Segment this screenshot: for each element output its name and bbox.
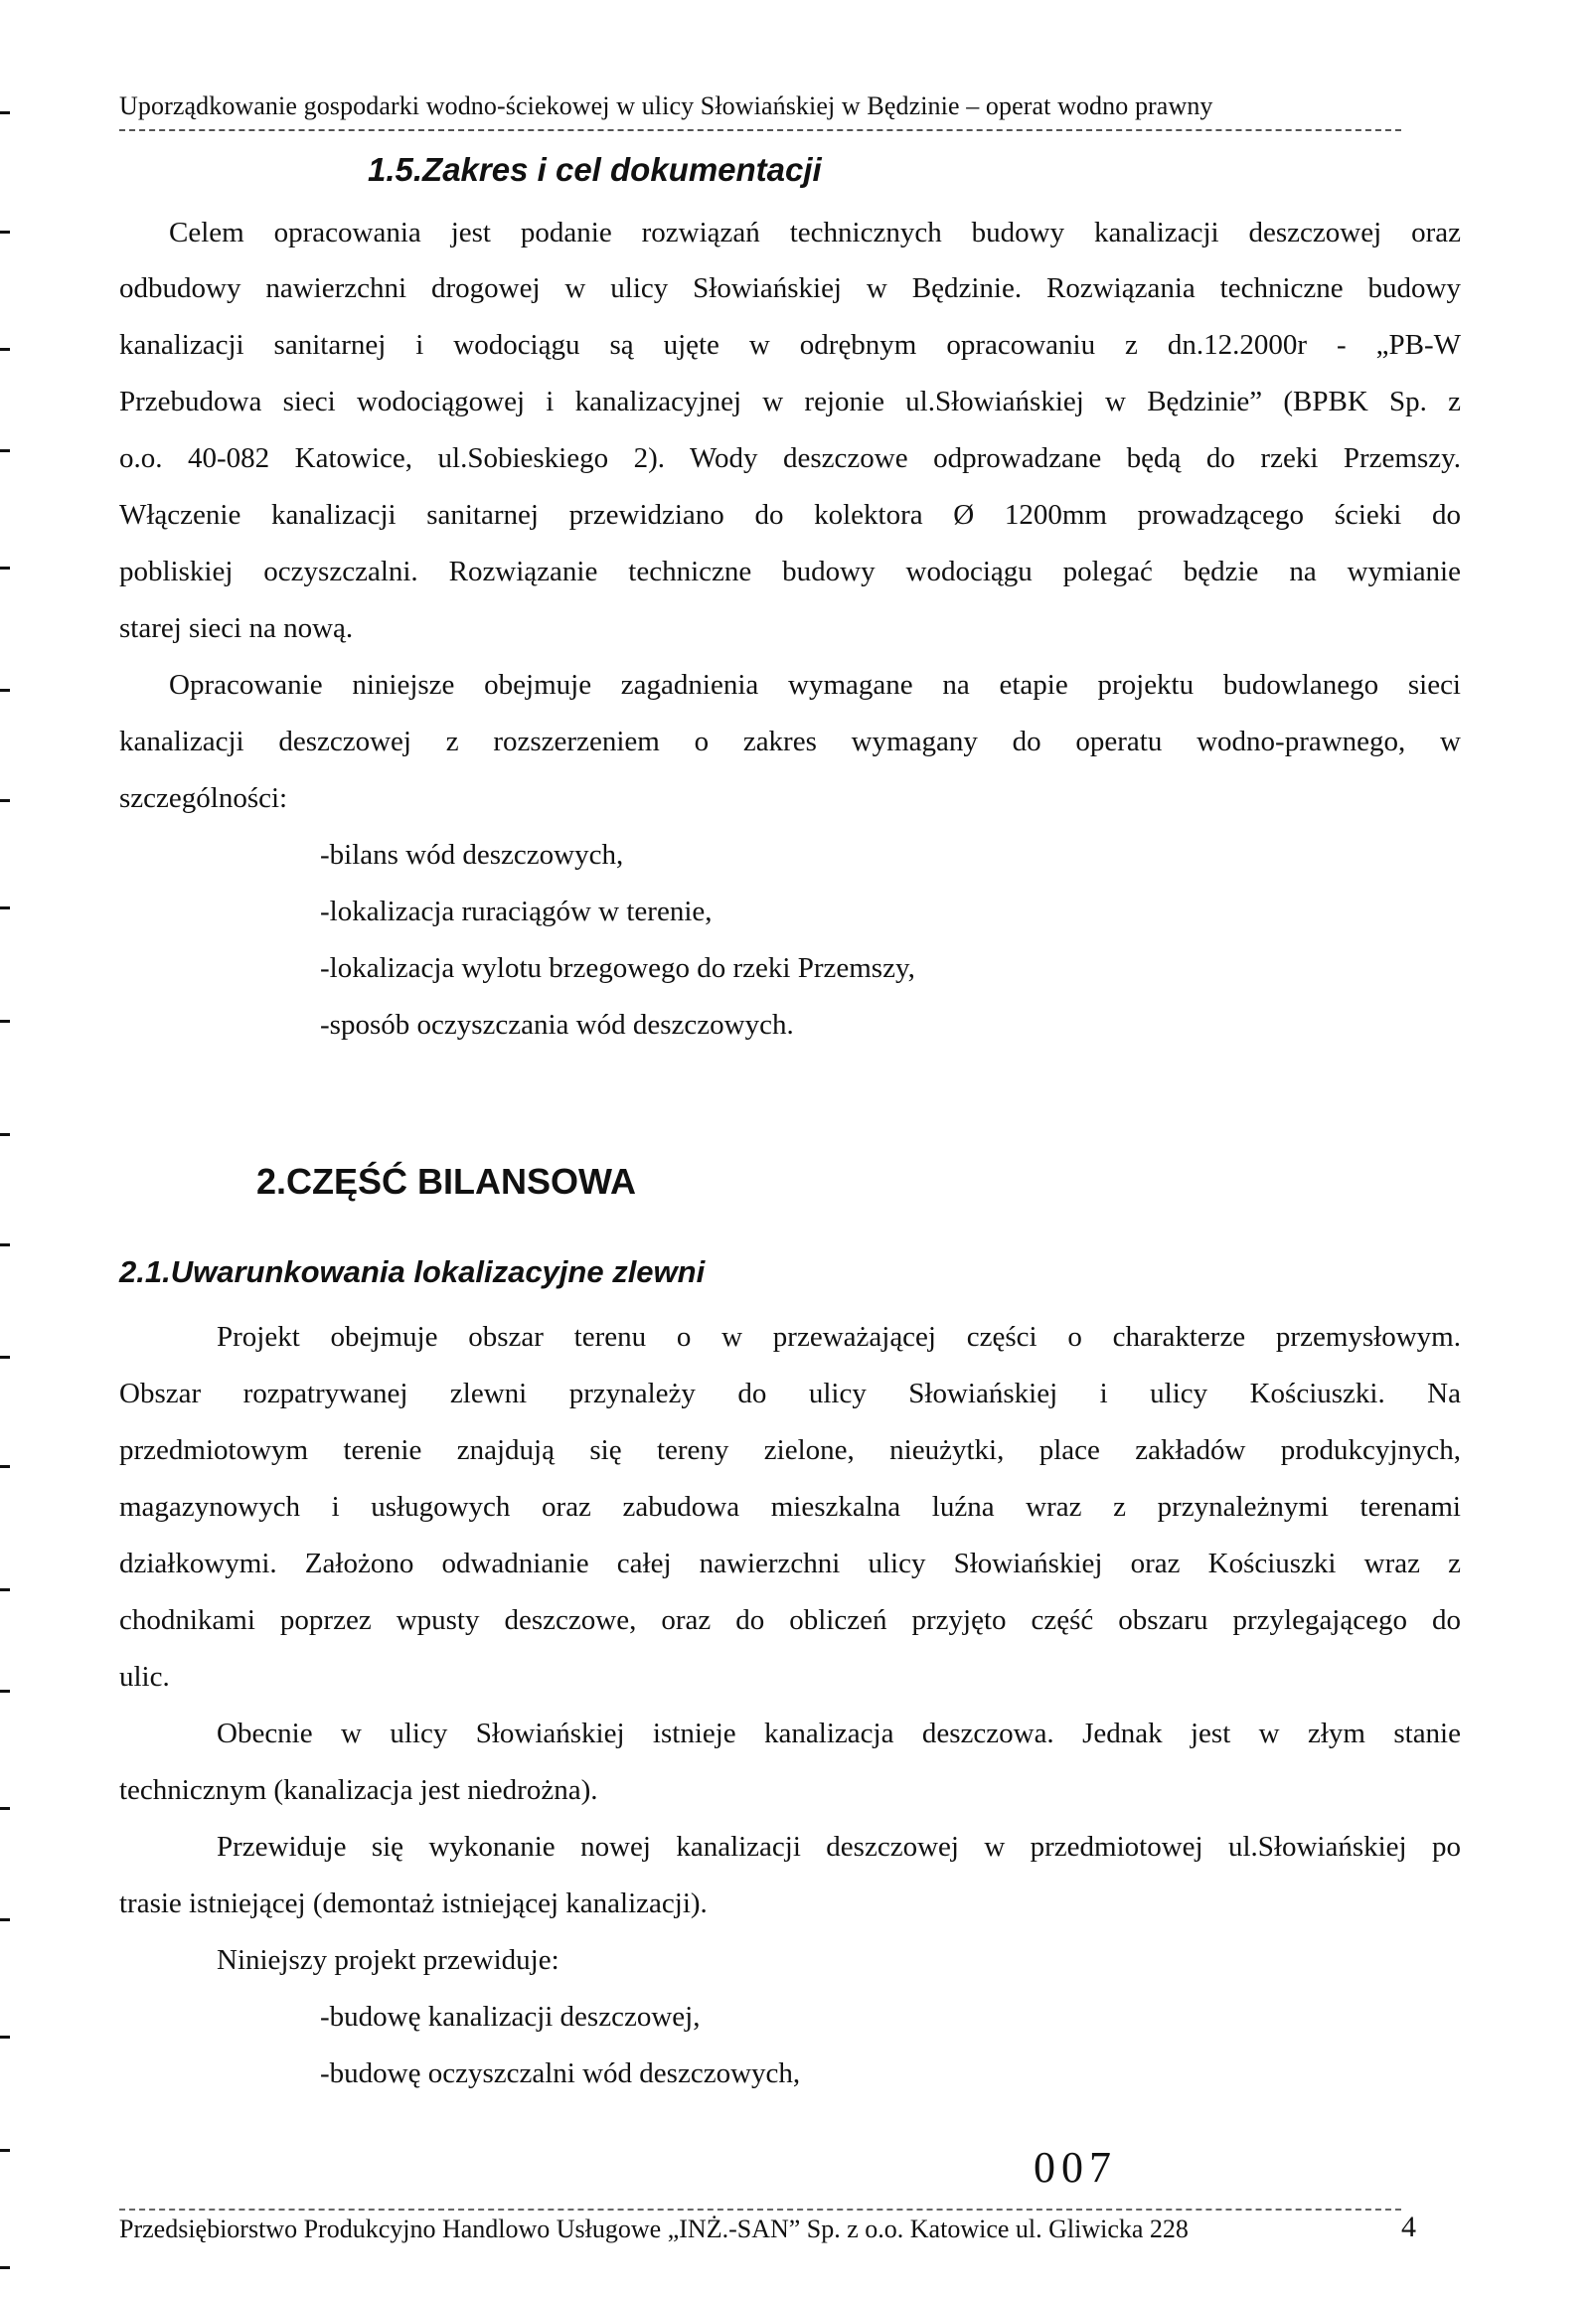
- margin-tick: [0, 1690, 10, 1693]
- margin-tick: [0, 906, 10, 909]
- running-header: Uporządkowanie gospodarki wodno-ściekowej w ulicy Słowiańskiej w Będzinie – operat wodno prawny: [119, 91, 1213, 120]
- paragraph-line: kanalizacji deszczowej z rozszerzeniem o zakres wymagany do operatu wodno-prawnego, w: [119, 726, 1461, 757]
- margin-tick: [0, 1243, 10, 1246]
- margin-tick: [0, 1807, 10, 1810]
- paragraph-line: magazynowych i usługowych oraz zabudowa mieszkalna luźna wraz z przynależnymi terenami: [119, 1491, 1461, 1523]
- paragraph-line: trasie istniejącej (demontaż istniejącej kanalizacji).: [119, 1888, 708, 1919]
- list-item: -lokalizacja ruraciągów w terenie,: [320, 896, 713, 927]
- margin-tick: [0, 1465, 10, 1468]
- paragraph-line: Przebudowa sieci wodociągowej i kanalizacyjnej w rejonie ul.Słowiańskiej w Będzinie” (BPBK Sp. z: [119, 386, 1461, 417]
- margin-tick: [0, 231, 10, 234]
- list-item: -budowę oczyszczalni wód deszczowych,: [320, 2057, 801, 2089]
- paragraph-line: starej sieci na nową.: [119, 612, 354, 644]
- paragraph-line: pobliskiej oczyszczalni. Rozwiązanie techniczne budowy wodociągu polegać będzie na wymianie: [119, 556, 1461, 587]
- list-item: -lokalizacja wylotu brzegowego do rzeki Przemszy,: [320, 952, 915, 984]
- list-item: -bilans wód deszczowych,: [320, 839, 624, 871]
- margin-tick: [0, 449, 10, 452]
- paragraph-line: technicznym (kanalizacja jest niedrożna).: [119, 1774, 598, 1806]
- margin-tick: [0, 799, 10, 802]
- paragraph-line: Przewiduje się wykonanie nowej kanalizacji deszczowej w przedmiotowej ul.Słowiańskiej po: [217, 1831, 1461, 1863]
- margin-tick: [0, 1133, 10, 1136]
- list-item: -budowę kanalizacji deszczowej,: [320, 2001, 701, 2033]
- paragraph-line: Obecnie w ulicy Słowiańskiej istnieje kanalizacja deszczowa. Jednak jest w złym stanie: [217, 1718, 1461, 1749]
- paragraph-line: odbudowy nawierzchni drogowej w ulicy Słowiańskiej w Będzinie. Rozwiązania techniczne budowy: [119, 272, 1461, 304]
- page-code: 007: [1034, 2143, 1117, 2192]
- section-heading-2-1: 2.1.Uwarunkowania lokalizacyjne zlewni: [119, 1254, 706, 1289]
- margin-tick: [0, 1588, 10, 1591]
- margin-tick: [0, 2266, 10, 2269]
- paragraph-line: o.o. 40-082 Katowice, ul.Sobieskiego 2). Wody deszczowe odprowadzane będą do rzeki Przemszy.: [119, 442, 1461, 474]
- paragraph-line: Obszar rozpatrywanej zlewni przynależy do ulicy Słowiańskiej i ulicy Kościuszki. Na: [119, 1378, 1461, 1409]
- paragraph-line: Celem opracowania jest podanie rozwiązań technicznych budowy kanalizacji deszczowej oraz: [169, 217, 1461, 248]
- paragraph-line: Opracowanie niniejsze obejmuje zagadnienia wymagane na etapie projektu budowlanego sieci: [169, 669, 1461, 701]
- list-item: -sposób oczyszczania wód deszczowych.: [320, 1009, 794, 1041]
- section-heading-2: 2.CZĘŚĆ BILANSOWA: [256, 1161, 637, 1202]
- paragraph-line: działkowymi. Założono odwadnianie całej nawierzchni ulicy Słowiańskiej oraz Kościuszki wraz z: [119, 1548, 1461, 1579]
- margin-tick: [0, 111, 10, 114]
- section-heading-1-5: 1.5.Zakres i cel dokumentacji: [368, 151, 822, 188]
- paragraph-line: Włączenie kanalizacji sanitarnej przewidziano do kolektora Ø 1200mm prowadzącego ścieki do: [119, 499, 1461, 531]
- margin-tick: [0, 689, 10, 692]
- paragraph-line: ulic.: [119, 1661, 170, 1693]
- paragraph-line: szczególności:: [119, 782, 288, 814]
- page-number: 4: [1401, 2211, 1416, 2243]
- margin-tick: [0, 1020, 10, 1023]
- paragraph-line: Niniejszy projekt przewiduje:: [217, 1944, 559, 1976]
- paragraph-line: kanalizacji sanitarnej i wodociągu są ujęte w odrębnym opracowaniu z dn.12.2000r - „PB-W: [119, 329, 1461, 361]
- margin-tick: [0, 348, 10, 351]
- margin-tick: [0, 2036, 10, 2039]
- margin-tick: [0, 567, 10, 570]
- margin-tick: [0, 1356, 10, 1359]
- margin-tick: [0, 1918, 10, 1921]
- paragraph-line: chodnikami poprzez wpusty deszczowe, oraz do obliczeń przyjęto część obszaru przylegającego do: [119, 1604, 1461, 1636]
- header-rule: [119, 129, 1401, 131]
- paragraph-line: przedmiotowym terenie znajdują się tereny zielone, nieużytki, place zakładów produkcyjnych,: [119, 1434, 1461, 1466]
- running-footer: Przedsiębiorstwo Produkcyjno Handlowo Usługowe „INŻ.-SAN” Sp. z o.o. Katowice ul. Gliwicka 228: [119, 2215, 1189, 2243]
- margin-tick: [0, 2149, 10, 2152]
- footer-rule: [119, 2209, 1401, 2211]
- paragraph-line: Projekt obejmuje obszar terenu o w przeważającej części o charakterze przemysłowym.: [217, 1321, 1461, 1353]
